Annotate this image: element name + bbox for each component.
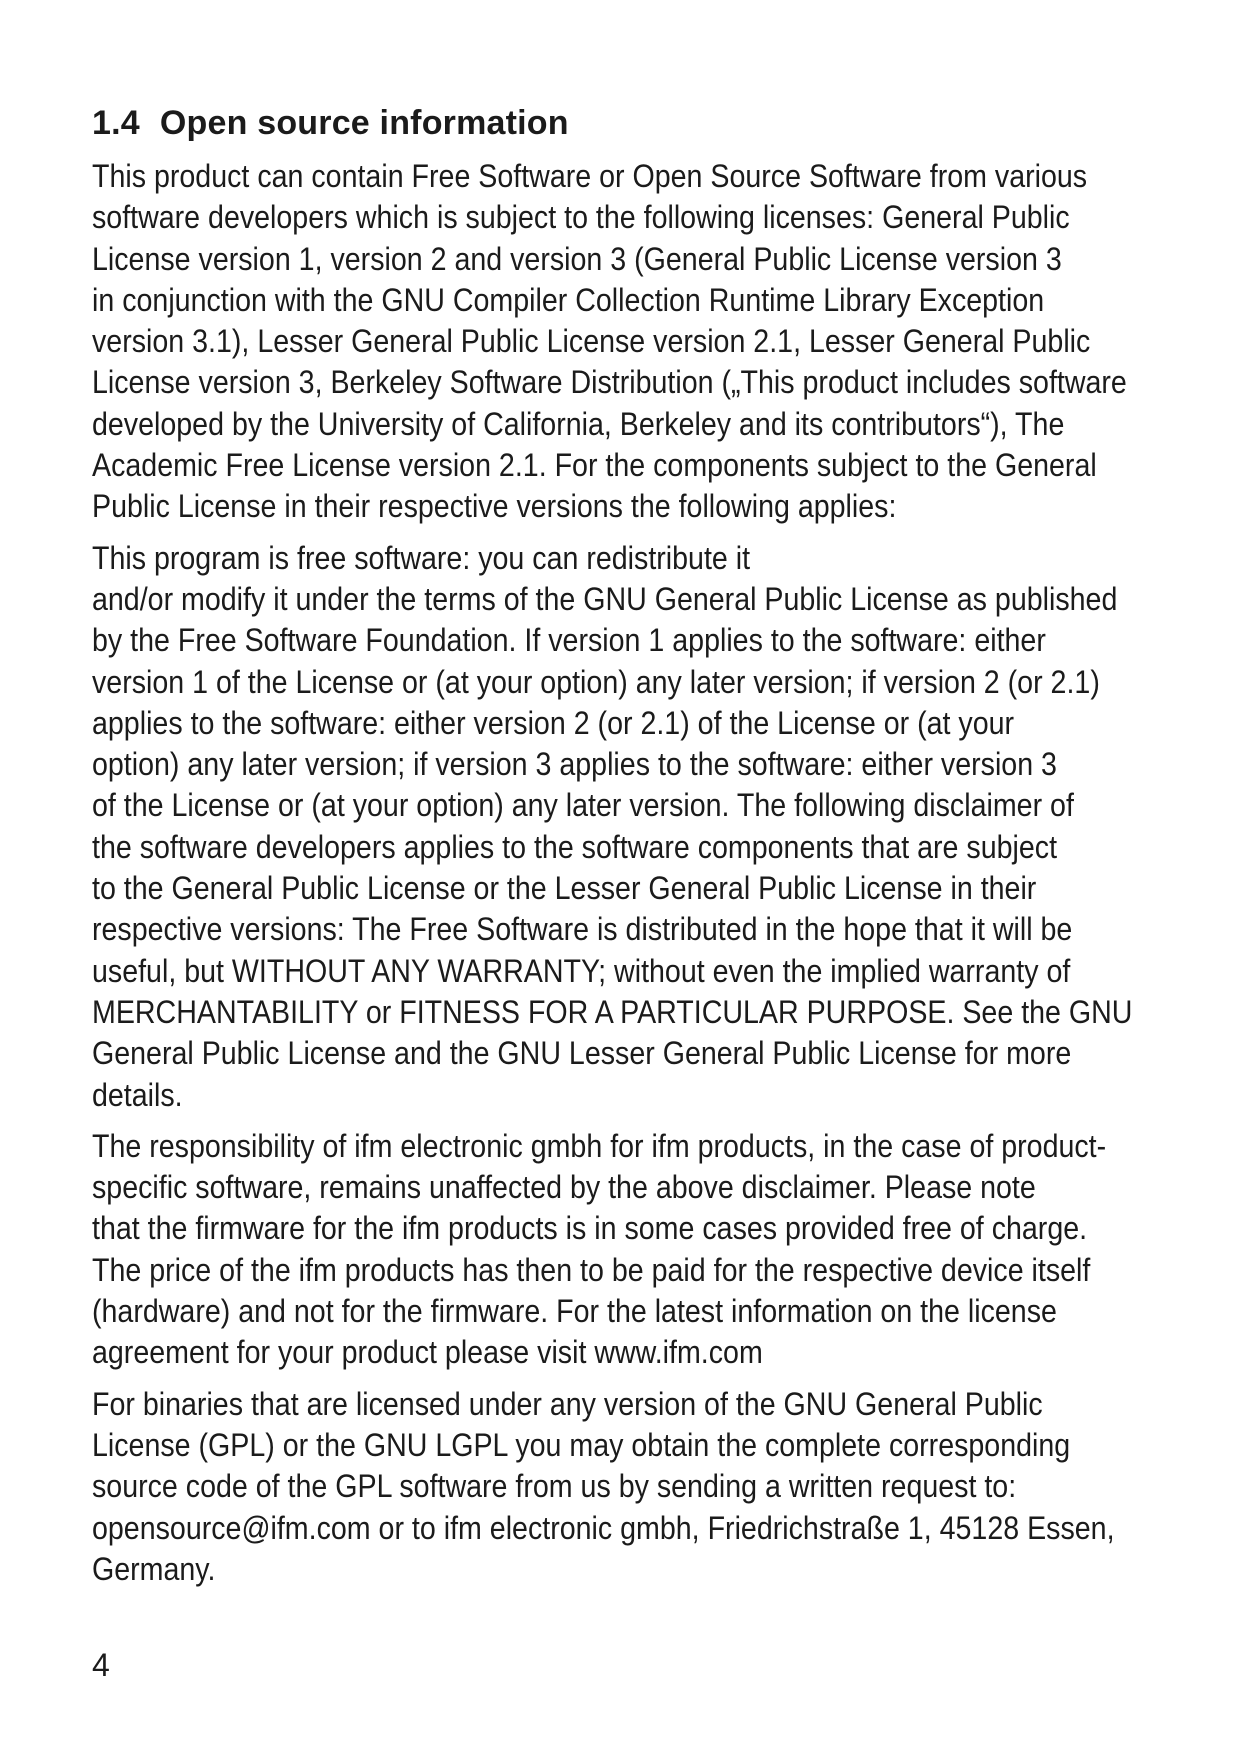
text-line: that the firmware for the ifm products is in some cases provided free of charge.: [92, 1210, 1088, 1247]
paragraph-source-request: [92, 1384, 1161, 1590]
text-line: License version 3, Berkeley Software Distribution („This product includes software: [92, 364, 1127, 401]
text-line: developed by the University of California, Berkeley and its contributors“), The: [92, 405, 1065, 442]
text-line: License version 1, version 2 and version 3 (General Public License version 3: [92, 240, 1062, 277]
text-line: This product can contain Free Software or Open Source Software from various: [92, 158, 1088, 194]
text-line: MERCHANTABILITY or FITNESS FOR A PARTICULAR PURPOSE. See the GNU: [92, 993, 1133, 1030]
section-heading: [92, 100, 1162, 146]
page-number: 4: [92, 1647, 110, 1683]
text-line: The responsibility of ifm electronic gmbh for ifm products, in the case of product-: [92, 1127, 1107, 1164]
text-line: specific software, remains unaffected by the above disclaimer. Please note: [92, 1169, 1036, 1206]
text-line: respective versions: The Free Software is distributed in the hope that it will be: [92, 911, 1073, 948]
text-line: version 1 of the License or (at your option) any later version; if version 2 (or 2.1): [92, 663, 1100, 700]
text-line: software developers which is subject to the following licenses: General Public: [92, 199, 1070, 236]
paragraph-gpl-terms: [92, 538, 1161, 1116]
text-line: opensource@ifm.com or to ifm electronic gmbh, Friedrichstraße 1, 45128 Essen,: [92, 1509, 1115, 1546]
text-line: version 3.1), Lesser General Public License version 2.1, Lesser General Public: [92, 323, 1091, 360]
text-line: Germany.: [92, 1550, 216, 1587]
text-line: source code of the GPL software from us by sending a written request to:: [92, 1468, 1017, 1505]
text-line: General Public License and the GNU Lesser General Public License for more: [92, 1035, 1072, 1072]
text-line: (hardware) and not for the firmware. For the latest information on the license: [92, 1293, 1057, 1330]
text-line: to the General Public License or the Lesser General Public License in their: [92, 870, 1037, 907]
text-line: by the Free Software Foundation. If version 1 applies to the software: either: [92, 622, 1046, 659]
text-line: License (GPL) or the GNU LGPL you may obtain the complete corresponding: [92, 1426, 1071, 1463]
section-title: Open source information: [159, 104, 569, 142]
paragraph-licenses: [92, 156, 1161, 528]
text-line: and/or modify it under the terms of the GNU General Public License as published: [92, 580, 1118, 617]
text-line: Public License in their respective versions the following applies:: [92, 488, 897, 525]
text-line: useful, but WITHOUT ANY WARRANTY; without even the implied warranty of: [92, 952, 1071, 989]
text-line: applies to the software: either version 2 (or 2.1) of the License or (at your: [92, 704, 1015, 741]
text-line: in conjunction with the GNU Compiler Collection Runtime Library Exception: [92, 281, 1045, 318]
text-line: option) any later version; if version 3 applies to the software: either version 3: [92, 746, 1057, 783]
section-number: 1.4: [92, 104, 140, 142]
text-line: the software developers applies to the software components that are subject: [92, 828, 1058, 865]
text-line: Academic Free License version 2.1. For the components subject to the General: [92, 447, 1097, 484]
document-page: [92, 100, 1162, 1600]
paragraph-responsibility: [92, 1126, 1161, 1374]
text-line: of the License or (at your option) any later version. The following disclaimer of: [92, 787, 1074, 824]
text-line: agreement for your product please visit www.ifm.com: [92, 1334, 763, 1371]
text-line: For binaries that are licensed under any version of the GNU General Public: [92, 1385, 1043, 1422]
text-line: This program is free software: you can redistribute it: [92, 539, 751, 576]
text-line: details.: [92, 1076, 183, 1113]
text-line: The price of the ifm products has then to be paid for the respective device itself: [92, 1251, 1091, 1288]
